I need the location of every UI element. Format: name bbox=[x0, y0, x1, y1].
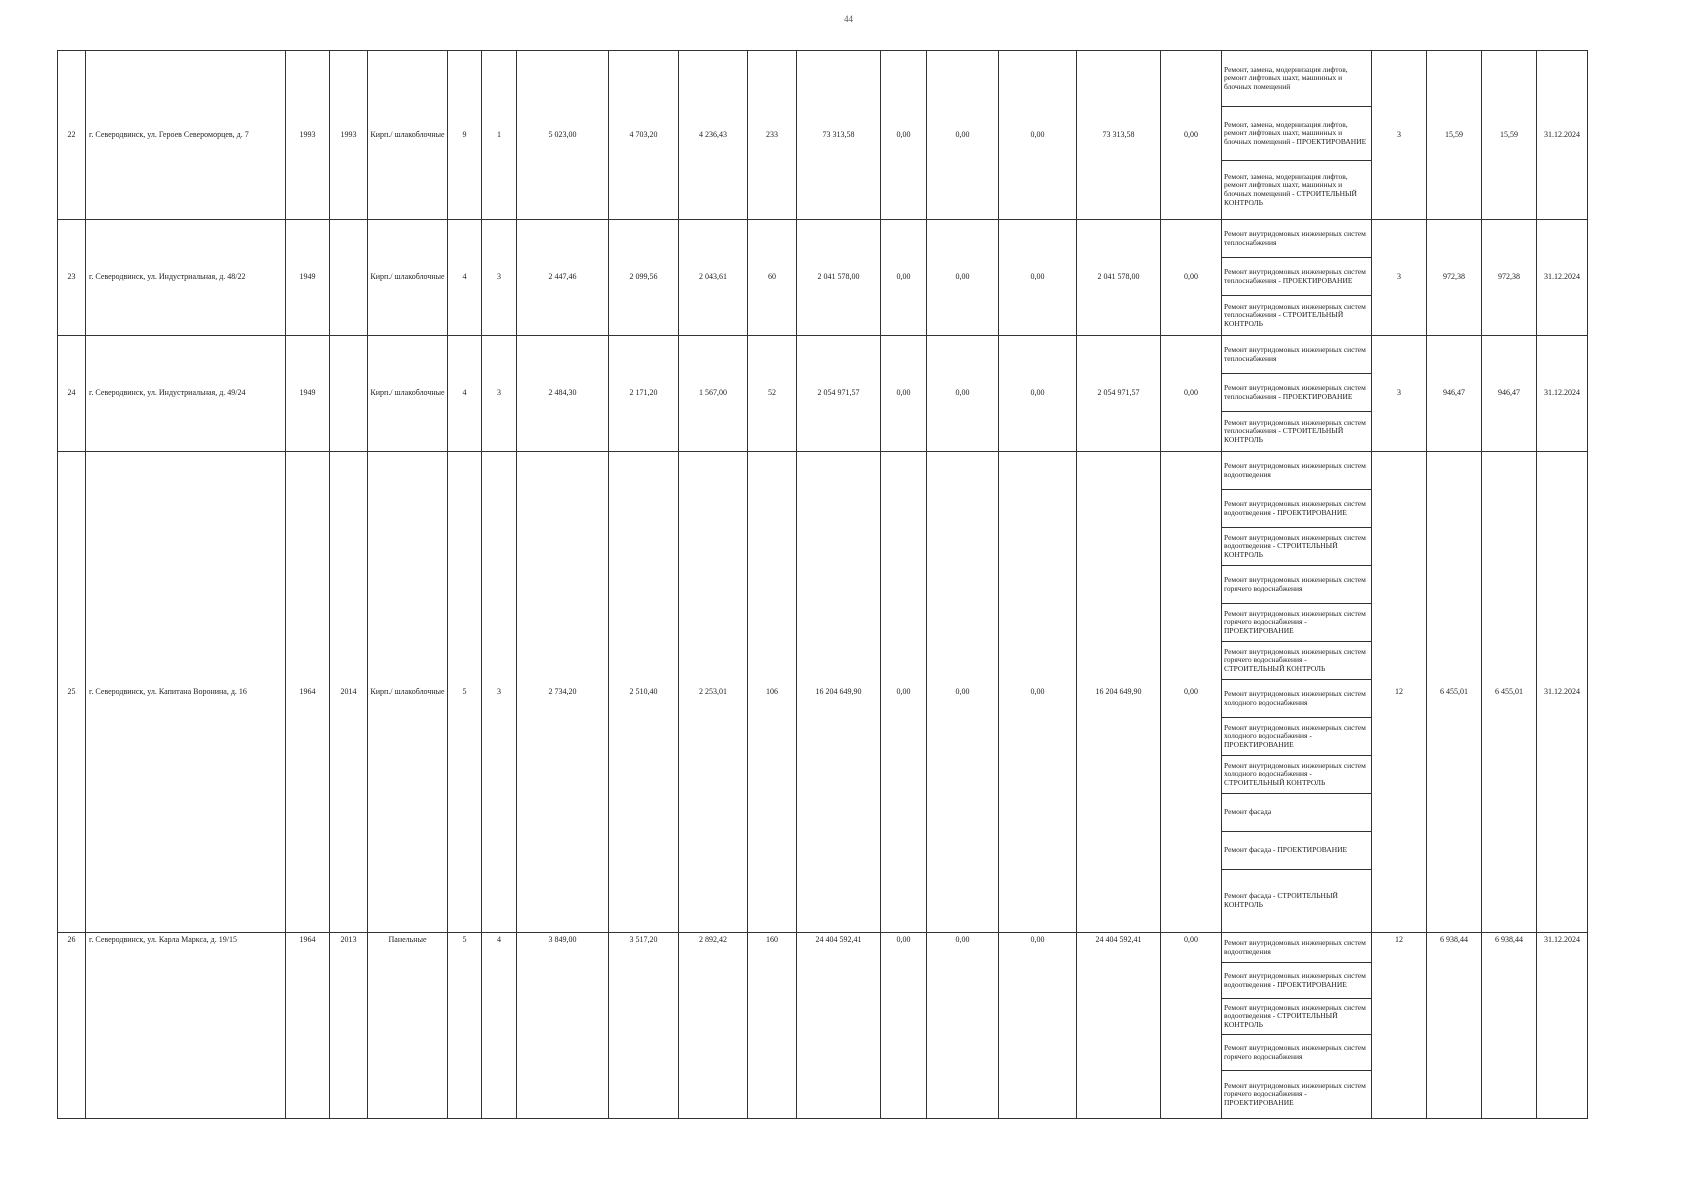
work-item: Ремонт внутридомовых инженерных систем теплоснабжения bbox=[1222, 336, 1371, 374]
work-item: Ремонт внутридомовых инженерных систем холодного водоснабжения - ПРОЕКТИРОВАНИЕ bbox=[1222, 718, 1371, 756]
cost-municipal: 0,00 bbox=[999, 220, 1077, 336]
year-built: 1993 bbox=[286, 51, 330, 220]
max-unit-cost: 6 455,01 bbox=[1482, 452, 1537, 933]
residents-count: 106 bbox=[748, 452, 797, 933]
address-cell: г. Северодвинск, ул. Карла Маркса, д. 19/15 bbox=[86, 933, 286, 1119]
works-count: 12 bbox=[1372, 933, 1427, 1119]
work-item: Ремонт внутридомовых инженерных систем горячего водоснабжения bbox=[1222, 1035, 1371, 1071]
work-item: Ремонт внутридомовых инженерных систем горячего водоснабжения - СТРОИТЕЛЬНЫЙ КОНТРОЛЬ bbox=[1222, 642, 1371, 680]
wall-material: Кирп./ шлакоблочные bbox=[368, 452, 448, 933]
unit-cost: 15,59 bbox=[1427, 51, 1482, 220]
cost-federal: 0,00 bbox=[881, 933, 927, 1119]
deadline-date: 31.12.2024 bbox=[1537, 51, 1588, 220]
cost-other: 0,00 bbox=[1161, 452, 1222, 933]
works-count: 12 bbox=[1372, 452, 1427, 933]
total-area: 2 484,30 bbox=[517, 336, 609, 452]
premises-area: 4 703,20 bbox=[609, 51, 679, 220]
year-built: 1949 bbox=[286, 220, 330, 336]
work-item: Ремонт внутридомовых инженерных систем водоотведения bbox=[1222, 452, 1371, 490]
works-count: 3 bbox=[1372, 51, 1427, 220]
year-last-repair: 2013 bbox=[330, 933, 368, 1119]
work-item: Ремонт внутридомовых инженерных систем теплоснабжения bbox=[1222, 220, 1371, 258]
work-item: Ремонт внутридомовых инженерных систем горячего водоснабжения - ПРОЕКТИРОВАНИЕ bbox=[1224, 1080, 1366, 1107]
unit-cost: 972,38 bbox=[1427, 220, 1482, 336]
work-item: Ремонт внутридомовых инженерных систем водоотведения - СТРОИТЕЛЬНЫЙ КОНТРОЛЬ bbox=[1222, 999, 1371, 1035]
floors-count: 5 bbox=[448, 452, 482, 933]
cost-owners: 24 404 592,41 bbox=[1077, 933, 1161, 1119]
work-item: Ремонт внутридомовых инженерных систем теплоснабжения - СТРОИТЕЛЬНЫЙ КОНТРОЛЬ bbox=[1224, 301, 1366, 328]
total-area: 2 447,46 bbox=[517, 220, 609, 336]
cost-regional: 0,00 bbox=[927, 51, 999, 220]
premises-area: 2 510,40 bbox=[609, 452, 679, 933]
deadline-date: 31.12.2024 bbox=[1537, 336, 1588, 452]
residential-area: 2 043,61 bbox=[679, 220, 748, 336]
row-number: 22 bbox=[58, 51, 86, 220]
residential-area: 2 253,01 bbox=[679, 452, 748, 933]
deadline-date: 31.12.2024 bbox=[1537, 220, 1588, 336]
cost-regional: 0,00 bbox=[927, 220, 999, 336]
cost-total: 24 404 592,41 bbox=[797, 933, 881, 1119]
wall-material: Кирп./ шлакоблочные bbox=[368, 220, 448, 336]
total-area: 5 023,00 bbox=[517, 51, 609, 220]
address-cell: г. Северодвинск, ул. Героев Североморцев, д. 7 bbox=[86, 51, 286, 220]
entrances-count: 4 bbox=[482, 933, 517, 1119]
cost-total: 73 313,58 bbox=[797, 51, 881, 220]
residential-area: 1 567,00 bbox=[679, 336, 748, 452]
work-item: Ремонт внутридомовых инженерных систем водоотведения - СТРОИТЕЛЬНЫЙ КОНТРОЛЬ bbox=[1222, 528, 1371, 566]
works-list bbox=[1222, 220, 1372, 336]
cost-total: 2 054 971,57 bbox=[797, 336, 881, 452]
address-cell: г. Северодвинск, ул. Капитана Воронина, д. 16 bbox=[86, 452, 286, 933]
table-row bbox=[58, 51, 1588, 220]
wall-material: Кирп./ шлакоблочные bbox=[368, 336, 448, 452]
cost-municipal: 0,00 bbox=[999, 933, 1077, 1119]
cost-other: 0,00 bbox=[1161, 220, 1222, 336]
work-item: Ремонт внутридомовых инженерных систем водоотведения - ПРОЕКТИРОВАНИЕ bbox=[1222, 490, 1371, 528]
floors-count: 5 bbox=[448, 933, 482, 1119]
work-item: Ремонт, замена, модернизация лифтов, ремонт лифтовых шахт, машинных и блочных помещений - СТРОИТЕЛЬНЫЙ КОНТРОЛЬ bbox=[1224, 171, 1357, 207]
cost-municipal: 0,00 bbox=[999, 51, 1077, 220]
cost-federal: 0,00 bbox=[881, 220, 927, 336]
work-item: Ремонт внутридомовых инженерных систем холодного водоснабжения bbox=[1222, 680, 1371, 718]
work-item: Ремонт фасада - СТРОИТЕЛЬНЫЙ КОНТРОЛЬ bbox=[1224, 891, 1338, 909]
residents-count: 160 bbox=[748, 933, 797, 1119]
cost-regional: 0,00 bbox=[927, 933, 999, 1119]
page-number: 44 bbox=[844, 14, 853, 24]
cost-federal: 0,00 bbox=[881, 51, 927, 220]
cost-other: 0,00 bbox=[1161, 336, 1222, 452]
cost-owners: 2 054 971,57 bbox=[1077, 336, 1161, 452]
premises-area: 2 099,56 bbox=[609, 220, 679, 336]
work-item: Ремонт внутридомовых инженерных систем горячего водоснабжения bbox=[1222, 566, 1371, 604]
floors-count: 4 bbox=[448, 220, 482, 336]
cost-owners: 2 041 578,00 bbox=[1077, 220, 1161, 336]
table-row bbox=[58, 336, 1588, 452]
residential-area: 2 892,42 bbox=[679, 933, 748, 1119]
address-cell: г. Северодвинск, ул. Индустриальная, д. 48/22 bbox=[86, 220, 286, 336]
wall-material: Панельные bbox=[368, 933, 448, 1119]
max-unit-cost: 972,38 bbox=[1482, 220, 1537, 336]
work-item: Ремонт внутридомовых инженерных систем водоотведения - ПРОЕКТИРОВАНИЕ bbox=[1222, 963, 1371, 999]
unit-cost: 6 938,44 bbox=[1427, 933, 1482, 1119]
cost-total: 2 041 578,00 bbox=[797, 220, 881, 336]
work-item: Ремонт внутридомовых инженерных систем теплоснабжения - ПРОЕКТИРОВАНИЕ bbox=[1222, 374, 1371, 412]
cost-total: 16 204 649,90 bbox=[797, 452, 881, 933]
cost-federal: 0,00 bbox=[881, 336, 927, 452]
work-item: Ремонт внутридомовых инженерных систем теплоснабжения - ПРОЕКТИРОВАНИЕ bbox=[1222, 258, 1371, 296]
year-last-repair: 1993 bbox=[330, 51, 368, 220]
works-count: 3 bbox=[1372, 336, 1427, 452]
row-number: 23 bbox=[58, 220, 86, 336]
cost-other: 0,00 bbox=[1161, 933, 1222, 1119]
row-number: 24 bbox=[58, 336, 86, 452]
cost-other: 0,00 bbox=[1161, 51, 1222, 220]
year-last-repair: 2014 bbox=[330, 452, 368, 933]
residents-count: 60 bbox=[748, 220, 797, 336]
cost-regional: 0,00 bbox=[927, 336, 999, 452]
year-built: 1964 bbox=[286, 933, 330, 1119]
premises-area: 3 517,20 bbox=[609, 933, 679, 1119]
row-number: 25 bbox=[58, 452, 86, 933]
work-item: Ремонт внутридомовых инженерных систем теплоснабжения - СТРОИТЕЛЬНЫЙ КОНТРОЛЬ bbox=[1224, 417, 1366, 444]
work-item: Ремонт фасада - ПРОЕКТИРОВАНИЕ bbox=[1222, 832, 1371, 870]
floors-count: 4 bbox=[448, 336, 482, 452]
year-built: 1964 bbox=[286, 452, 330, 933]
works-list bbox=[1222, 452, 1372, 933]
works-count: 3 bbox=[1372, 220, 1427, 336]
table-row bbox=[58, 933, 1588, 1119]
cost-owners: 73 313,58 bbox=[1077, 51, 1161, 220]
table-row bbox=[58, 452, 1588, 933]
works-list bbox=[1222, 336, 1372, 452]
premises-area: 2 171,20 bbox=[609, 336, 679, 452]
work-item: Ремонт фасада bbox=[1222, 794, 1371, 832]
year-last-repair bbox=[330, 336, 368, 452]
cost-regional: 0,00 bbox=[927, 452, 999, 933]
entrances-count: 3 bbox=[482, 336, 517, 452]
max-unit-cost: 15,59 bbox=[1482, 51, 1537, 220]
work-item: Ремонт внутридомовых инженерных систем горячего водоснабжения - ПРОЕКТИРОВАНИЕ bbox=[1222, 604, 1371, 642]
row-number: 26 bbox=[58, 933, 86, 1119]
work-item: Ремонт, замена, модернизация лифтов, ремонт лифтовых шахт, машинных и блочных помещений - ПРОЕКТИРОВАНИЕ bbox=[1222, 107, 1371, 161]
entrances-count: 3 bbox=[482, 452, 517, 933]
works-list bbox=[1222, 51, 1372, 220]
cost-municipal: 0,00 bbox=[999, 336, 1077, 452]
residential-area: 4 236,43 bbox=[679, 51, 748, 220]
entrances-count: 3 bbox=[482, 220, 517, 336]
residents-count: 233 bbox=[748, 51, 797, 220]
floors-count: 9 bbox=[448, 51, 482, 220]
cost-federal: 0,00 bbox=[881, 452, 927, 933]
total-area: 2 734,20 bbox=[517, 452, 609, 933]
repair-register-table bbox=[57, 50, 1588, 1119]
max-unit-cost: 946,47 bbox=[1482, 336, 1537, 452]
work-item: Ремонт, замена, модернизация лифтов, ремонт лифтовых шахт, машинных и блочных помещений bbox=[1222, 51, 1371, 107]
entrances-count: 1 bbox=[482, 51, 517, 220]
year-last-repair bbox=[330, 220, 368, 336]
wall-material: Кирп./ шлакоблочные bbox=[368, 51, 448, 220]
works-list bbox=[1222, 933, 1372, 1119]
year-built: 1949 bbox=[286, 336, 330, 452]
total-area: 3 849,00 bbox=[517, 933, 609, 1119]
work-item: Ремонт внутридомовых инженерных систем холодного водоснабжения - СТРОИТЕЛЬНЫЙ КОНТРОЛЬ bbox=[1222, 756, 1371, 794]
max-unit-cost: 6 938,44 bbox=[1482, 933, 1537, 1119]
unit-cost: 6 455,01 bbox=[1427, 452, 1482, 933]
work-item: Ремонт внутридомовых инженерных систем водоотведения bbox=[1222, 933, 1371, 963]
cost-owners: 16 204 649,90 bbox=[1077, 452, 1161, 933]
unit-cost: 946,47 bbox=[1427, 336, 1482, 452]
deadline-date: 31.12.2024 bbox=[1537, 933, 1588, 1119]
address-cell: г. Северодвинск, ул. Индустриальная, д. 49/24 bbox=[86, 336, 286, 452]
table-row bbox=[58, 220, 1588, 336]
residents-count: 52 bbox=[748, 336, 797, 452]
deadline-date: 31.12.2024 bbox=[1537, 452, 1588, 933]
cost-municipal: 0,00 bbox=[999, 452, 1077, 933]
